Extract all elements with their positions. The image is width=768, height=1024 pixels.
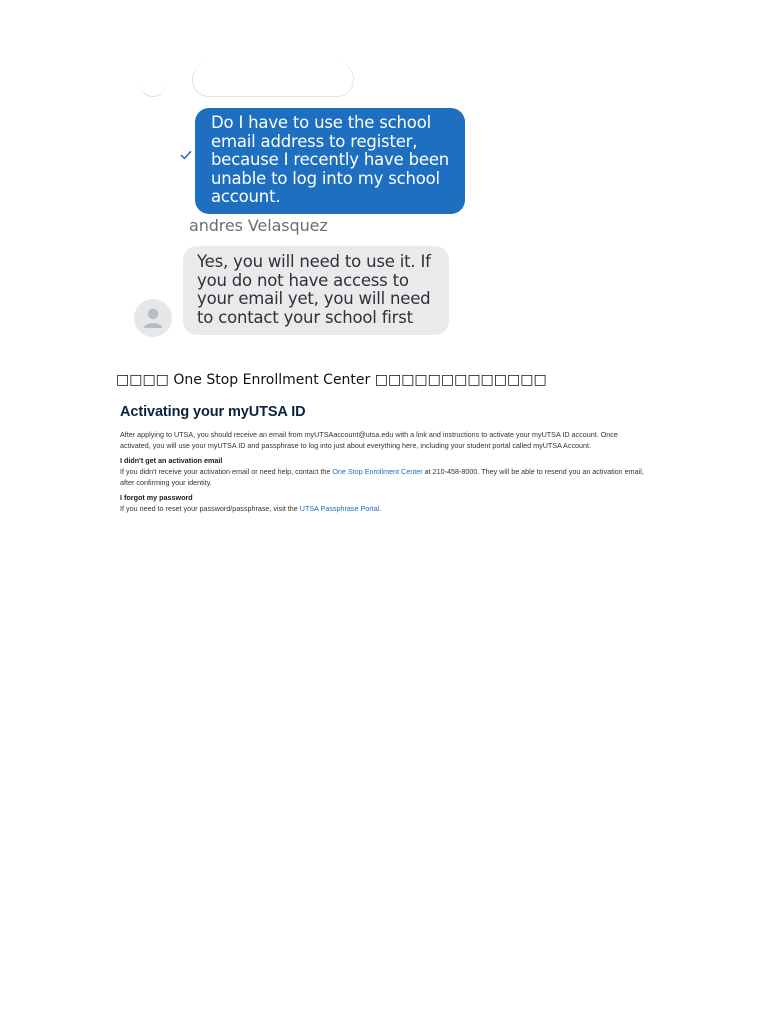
incoming-message-text: Yes, you will need to use it. If you do not have access to your email yet, you will need to contact your school first xyxy=(197,252,431,327)
chat-screenshot xyxy=(118,62,518,352)
outgoing-message-text: Do I have to use the school email address to register, because I recently have been unable to log into my school account. xyxy=(211,113,450,206)
outgoing-message-bubble xyxy=(195,108,465,214)
utsa-intro: After applying to UTSA, you should receive an email from myUTSAaccount@utsa.edu with a link and instructions to activate your myUTSA ID account. Once activated, you will use your myUTSA ID and passphrase to log into just about everything here, including your student portal called myUTSA Account. xyxy=(120,430,618,450)
utsa-heading-forgot-password: I forgot my password xyxy=(120,493,193,502)
passphrase-portal-link[interactable]: UTSA Passphrase Portal xyxy=(299,504,380,513)
utsa-text: If you didn't receive your activation email or need help, contact the xyxy=(120,467,333,476)
previous-avatar xyxy=(140,76,166,97)
previous-message-bubble xyxy=(192,62,354,97)
user-avatar-icon xyxy=(134,299,172,337)
utsa-paragraph-forgot-password xyxy=(120,503,648,514)
utsa-text: If you need to reset your password/passphrase, visit the xyxy=(120,504,300,513)
utsa-activation-screenshot xyxy=(116,402,652,526)
utsa-title: Activating your myUTSA ID xyxy=(120,404,306,420)
utsa-paragraph-no-email xyxy=(120,466,648,488)
enrollment-center-link[interactable]: One Stop Enrollment Center xyxy=(332,467,423,476)
utsa-heading-no-email: I didn't get an activation email xyxy=(120,456,223,465)
sender-name: andres Velasquez xyxy=(189,216,328,235)
check-icon xyxy=(179,148,193,162)
utsa-text: at 210-458-8000. They will be able to resend you an activation email, after confirming your identity. xyxy=(120,467,644,487)
caption-text: □□□□ One Stop Enrollment Center □□□□□□□□□□□□□ xyxy=(116,372,547,388)
utsa-text: . xyxy=(379,504,382,513)
incoming-message-bubble xyxy=(183,246,449,335)
